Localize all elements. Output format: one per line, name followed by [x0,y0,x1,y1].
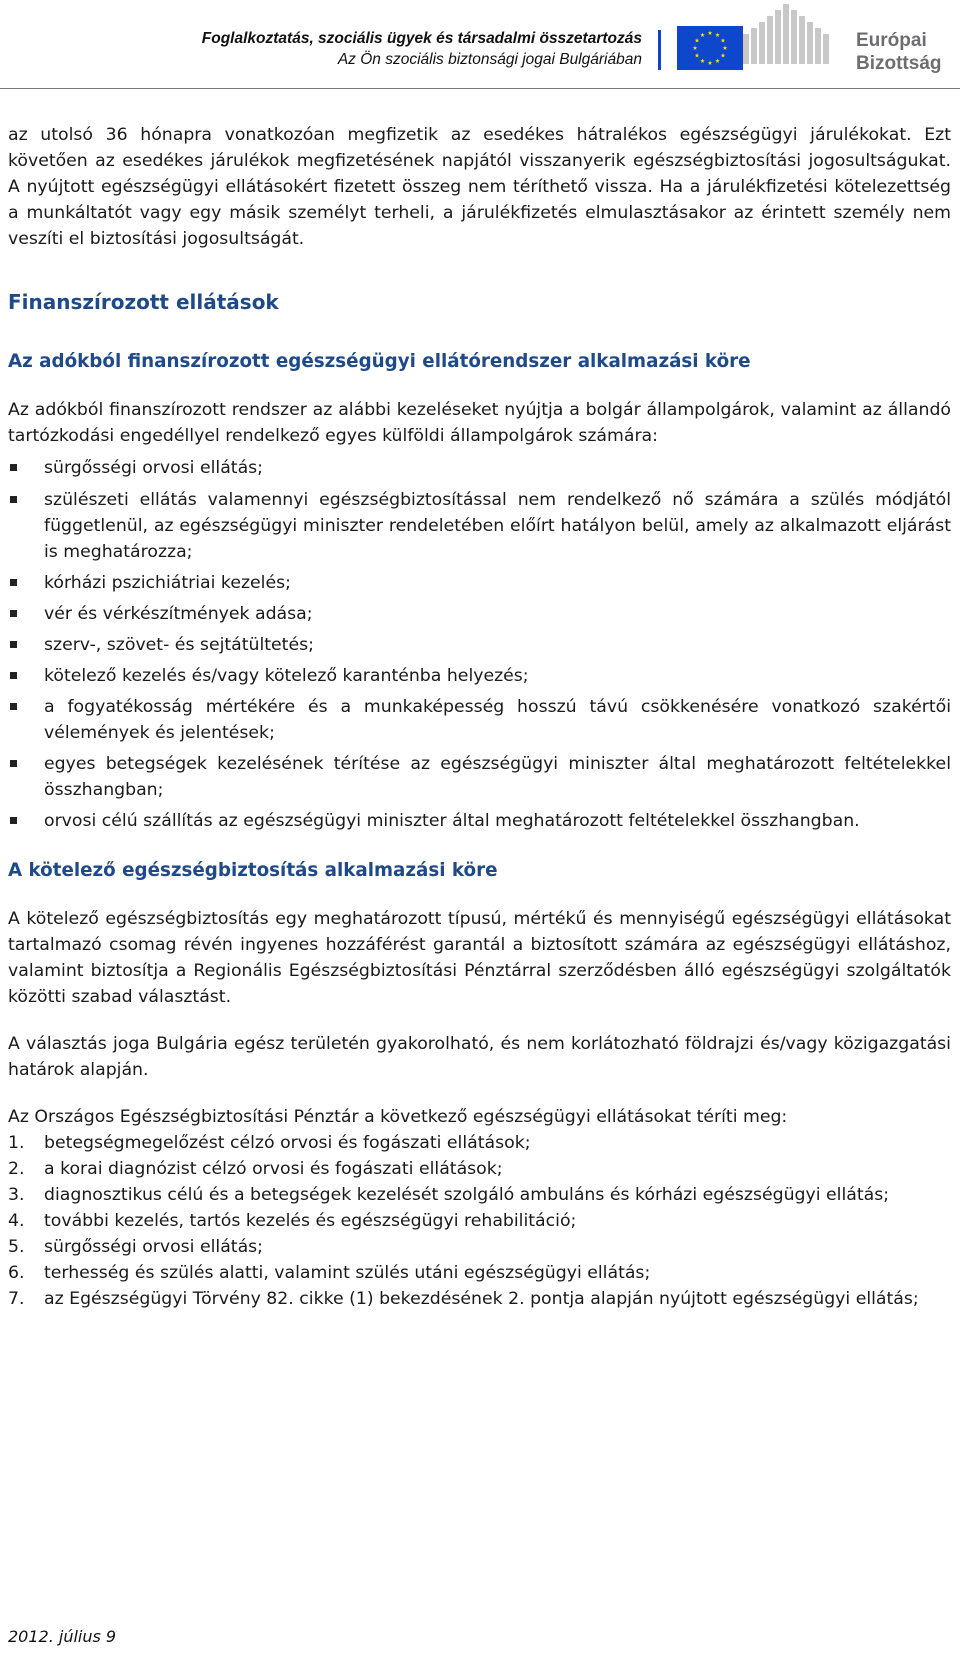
item-number: 5. [8,1237,25,1257]
item-number: 2. [8,1159,25,1179]
list-item [8,1208,951,1234]
subsection-title-compulsory: A kötelező egészségbiztosítás alkalmazási köre [8,860,498,881]
list-item [8,1156,951,1182]
eu-logo-icon [677,4,852,82]
tax-funded-list [8,455,951,834]
list-item: a fogyatékosság mértékére és a munkaképesség hosszú távú csökkenésére vonatkozó szakértői vélemények és jelentések; [8,694,951,746]
list-item: orvosi célú szállítás az egészségügyi miniszter által meghatározott feltételekkel összhangban. [8,808,951,834]
list-item: kötelező kezelés és/vagy kötelező karanténba helyezés; [8,663,951,689]
list-item: egyes betegségek kezelésének térítése az egészségügyi miniszter által meghatározott feltételekkel összhangban; [8,751,951,803]
list-item: vér és vérkészítmények adása; [8,601,951,627]
page-footer: 2012. július 9 [8,1627,117,1646]
document-body [8,122,951,1312]
section-title: Finanszírozott ellátások [8,290,279,314]
list-item: kórházi pszichiátriai kezelés; [8,570,951,596]
item-number: 3. [8,1185,25,1205]
item-text: terhesség és szülés alatti, valamint szülés utáni egészségügyi ellátás; [44,1263,651,1283]
logo-text-line2: Bizottság [856,53,942,74]
item-text: a korai diagnózist célzó orvosi és fogászati ellátások; [44,1159,503,1179]
item-number: 1. [8,1133,25,1153]
list-item [8,1260,951,1286]
header-rule [0,88,960,89]
list-item [8,1286,951,1312]
compulsory-paragraph-3: Az Országos Egészségbiztosítási Pénztár a következő egészségügyi ellátásokat téríti meg: [8,1107,788,1127]
list-item: szülészeti ellátás valamennyi egészségbiztosítással nem rendelkező nő számára a szülés módjától függetlenül, az egészségügyi miniszter rendeletében előírt hatályon belül, amely az alkalmazott eljárást is meghatározza; [8,487,951,565]
subsection-title-tax-funded: Az adókból finanszírozott egészségügyi ellátórendszer alkalmazási köre [8,351,751,372]
item-number: 7. [8,1289,25,1309]
reimbursed-services-list [8,1130,951,1312]
list-item [8,1130,951,1156]
logo-text-line1: Európai [856,30,927,51]
tax-funded-paragraph: Az adókból finanszírozott rendszer az alábbi kezeléseket nyújtja a bolgár állampolgárok, valamint az állandó tartózkodási engedéllyel rendelkező egyes külföldi állampolgárok számára: [8,400,951,446]
item-text: az Egészségügyi Törvény 82. cikke (1) bekezdésének 2. pontja alapján nyújtott egészségügyi ellátás; [44,1289,919,1309]
header-divider [658,30,661,70]
item-number: 4. [8,1211,25,1231]
item-text: betegségmegelőzést célzó orvosi és fogászati ellátások; [44,1133,531,1153]
item-text: további kezelés, tartós kezelés és egészségügyi rehabilitáció; [44,1211,577,1231]
item-text: diagnosztikus célú és a betegségek kezelését szolgáló ambuláns és kórházi egészségügyi ellátás; [44,1185,890,1205]
list-item [8,1182,951,1208]
compulsory-paragraph-2: A választás joga Bulgária egész területén gyakorolható, és nem korlátozható földrajzi és/vagy közigazgatási határok alapján. [8,1034,951,1080]
page-header [0,0,960,84]
item-text: sürgősségi orvosi ellátás; [44,1237,263,1257]
list-item [8,1234,951,1260]
list-item: szerv-, szövet- és sejtátültetés; [8,632,951,658]
list-item: sürgősségi orvosi ellátás; [8,455,951,481]
header-title: Foglalkoztatás, szociális ügyek és társadalmi összetartozás [201,30,642,47]
compulsory-paragraph-1: A kötelező egészségbiztosítás egy meghatározott típusú, mértékű és mennyiségű egészségügyi ellátásokat tartalmazó csomag révén ingyenes hozzáférést garantál a biztosított számára az egészségügyi ellátáshoz, valamint biztosítja a Regionális Egészségbiztosítási Pénztárral szerződésben álló egészségügyi szolgáltatók közötti szabad választást. [8,909,951,1007]
header-subtitle: Az Ön szociális biztonsági jogai Bulgáriában [337,51,642,68]
intro-paragraph: az utolsó 36 hónapra vonatkozóan megfizetik az esedékes hátralékos egészségügyi járulékokat. Ezt követően az esedékes járulékok megfizetésének napjától visszanyerik egészségbiztosítási jogosultságukat. A nyújtott egészségügyi ellátásokért fizetett összeg nem téríthető vissza. Ha a járulékfizetési kötelezettség a munkáltatót vagy egy másik személyt terheli, a járulékfizetés elmulasztásakor az érintett személy nem veszíti el biztosítási jogosultságát. [8,125,951,249]
item-number: 6. [8,1263,25,1283]
